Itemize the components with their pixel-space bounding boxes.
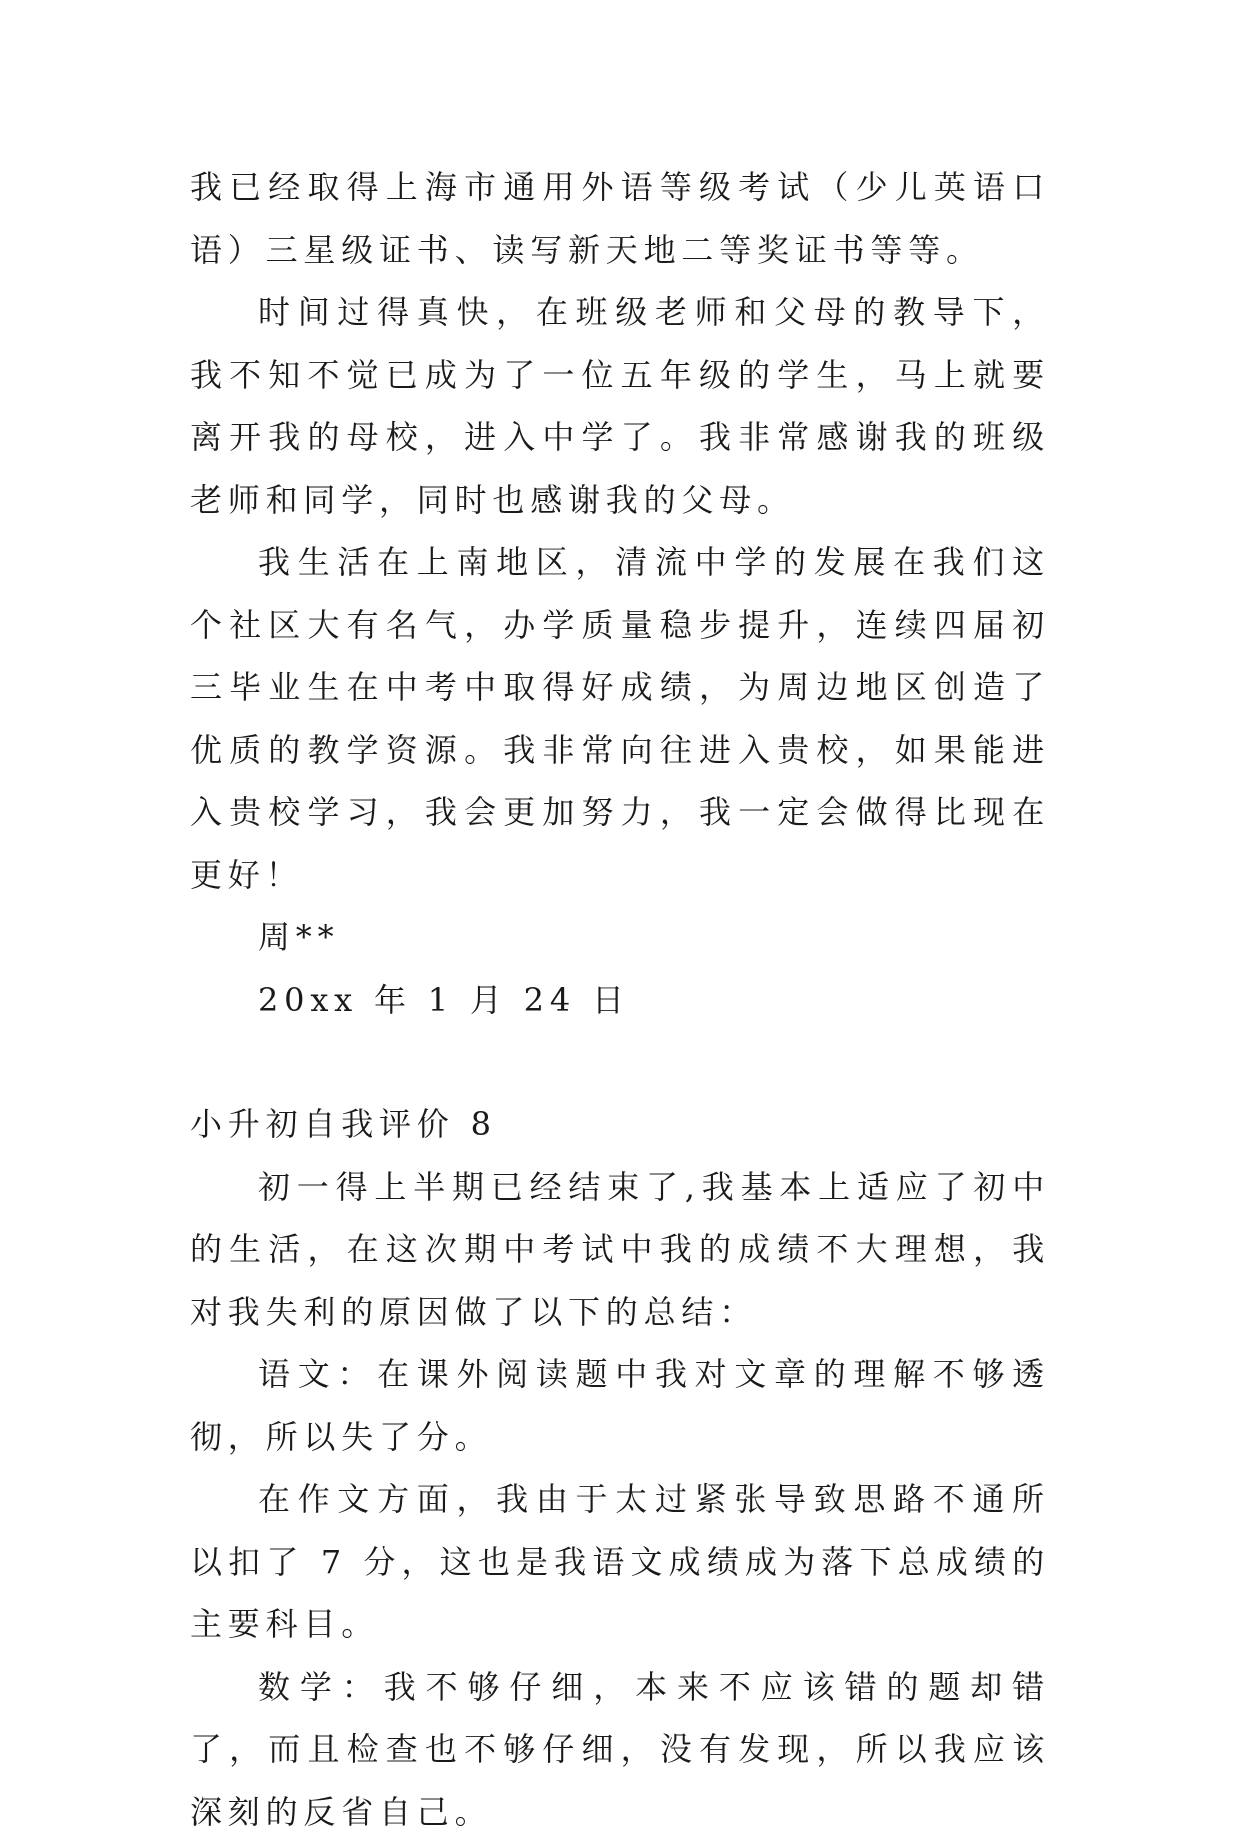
document-body	[190, 156, 1050, 1843]
paragraph-chinese-reading: 语文：在课外阅读题中我对文章的理解不够透彻，所以失了分。	[190, 1343, 1050, 1468]
paragraph-school-wish: 我生活在上南地区，清流中学的发展在我们这个社区大有名气，办学质量稳步提升，连续四届初三毕业生在中考中取得好成绩，为周边地区创造了优质的教学资源。我非常向往进入贵校，如果能进入贵校学习，我会更加努力，我一定会做得比现在更好！	[190, 531, 1050, 906]
paragraph-math: 数学：我不够仔细，本来不应该错的题却错了，而且检查也不够仔细，没有发现，所以我应该深刻的反省自己。	[190, 1656, 1050, 1843]
paragraph-chinese-essay: 在作文方面，我由于太过紧张导致思路不通所以扣了 7 分，这也是我语文成绩成为落下总成绩的主要科目。	[190, 1468, 1050, 1656]
paragraph-certificates: 我已经取得上海市通用外语等级考试（少儿英语口语）三星级证书、读写新天地二等奖证书等等。	[190, 156, 1050, 281]
paragraph-gratitude: 时间过得真快，在班级老师和父母的教导下，我不知不觉已成为了一位五年级的学生，马上就要离开我的母校，进入中学了。我非常感谢我的班级老师和同学，同时也感谢我的父母。	[190, 281, 1050, 531]
section-title: 小升初自我评价 8	[190, 1093, 1050, 1156]
paragraph-summary-intro: 初一得上半期已经结束了,我基本上适应了初中的生活，在这次期中考试中我的成绩不大理想，我对我失利的原因做了以下的总结：	[190, 1156, 1050, 1344]
signature: 周**	[190, 906, 1050, 969]
date: 20xx 年 1 月 24 日	[190, 969, 1050, 1032]
